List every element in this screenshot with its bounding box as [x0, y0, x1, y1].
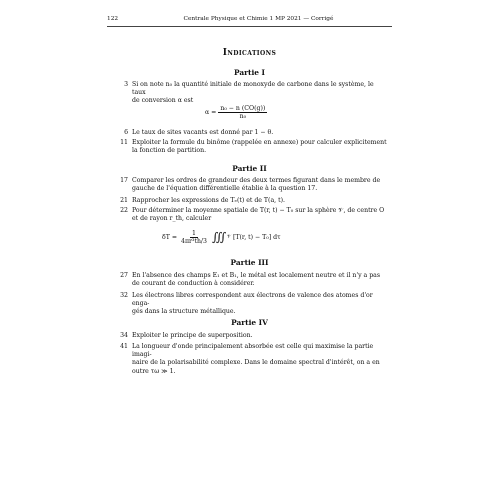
- page-header: [107, 16, 392, 22]
- formula-lhs: α =: [205, 109, 217, 116]
- fraction-numerator: 1: [192, 230, 196, 237]
- integrand: [T(r, t) − T₀] dτ: [232, 234, 281, 241]
- item-text: Exploiter le principe de superposition.: [132, 332, 253, 339]
- fraction-denominator: 4πr³th/3: [181, 238, 207, 245]
- fraction: [179, 230, 209, 245]
- formula-lhs: δT =: [162, 234, 178, 241]
- item-number: 6: [124, 129, 128, 136]
- item-text: En l'absence des champs E₁ et B₁, le métal est localement neutre et il n'y a pas: [132, 272, 381, 279]
- delta-t-formula: [162, 230, 281, 245]
- document-page: [107, 10, 394, 490]
- running-title: Centrale Physique et Chimie 1 MP 2021 — Corrigé: [183, 16, 334, 22]
- item-text: gauche de l'équation différentielle établie à la question 17.: [132, 185, 318, 193]
- item-text: gés dans la structure métallique.: [132, 308, 236, 316]
- fraction-numerator: n₀ − n (CO(g)): [220, 105, 266, 112]
- item-text: Les électrons libres correspondent aux électrons de valence des atomes d'or enga-: [132, 292, 373, 308]
- item-text: Pour déterminer la moyenne spatiale de T(r, t) − T₀ sur la sphère 𝒱, de centre O: [132, 207, 385, 214]
- item-text: naire de la polarisabilité complexe. Dans le domaine spectral d'intérêt, on a en: [132, 359, 380, 367]
- item-text: Le taux de sites vacants est donné par 1 − θ.: [132, 129, 274, 136]
- item-number: 11: [120, 139, 128, 146]
- page-title: Indications: [222, 48, 277, 58]
- item-number: 27: [120, 272, 128, 279]
- item-text: la fonction de partition.: [132, 147, 207, 155]
- item-text: La longueur d'onde principalement absorbée est celle qui maximise la partie imagi-: [132, 343, 374, 359]
- part-3-title: Partie III: [230, 258, 269, 267]
- item-text: de conversion α est: [132, 97, 194, 105]
- item-text: Exploiter la formule du binôme (rappelée en annexe) pour calculer explicitement: [132, 139, 387, 146]
- item-text: et de rayon r_th, calculer: [132, 215, 212, 223]
- integral-domain: 𝒱: [227, 235, 231, 240]
- part-2-title: Partie II: [232, 164, 267, 173]
- item-text: outre τω ≫ 1.: [132, 367, 176, 375]
- header-rule: [107, 26, 392, 27]
- item-number: 21: [120, 197, 128, 204]
- part-1-title: Partie I: [234, 68, 265, 77]
- item-number: 3: [124, 81, 128, 88]
- item-number: 34: [120, 332, 128, 339]
- page-number: 122: [107, 16, 119, 22]
- item-number: 22: [120, 207, 128, 214]
- part-4-title: Partie IV: [231, 318, 268, 327]
- item-number: 32: [120, 292, 128, 299]
- fraction: [218, 105, 267, 120]
- item-text: Si on note n₀ la quantité initiale de monoxyde de carbone dans le système, le taux: [132, 81, 374, 97]
- item-text: Rapprocher les expressions de Tₑ(t) et de T(a, t).: [132, 197, 285, 204]
- alpha-formula: [205, 105, 269, 120]
- triple-integral-sign: ∭: [211, 230, 227, 244]
- item-text: Comparer les ordres de grandeur des deux termes figurant dans le membre de: [132, 177, 381, 184]
- item-number: 41: [120, 343, 128, 350]
- fraction-denominator: n₀: [239, 113, 247, 120]
- item-number: 17: [120, 177, 128, 184]
- item-text: de courant de conduction à considérer.: [132, 280, 255, 288]
